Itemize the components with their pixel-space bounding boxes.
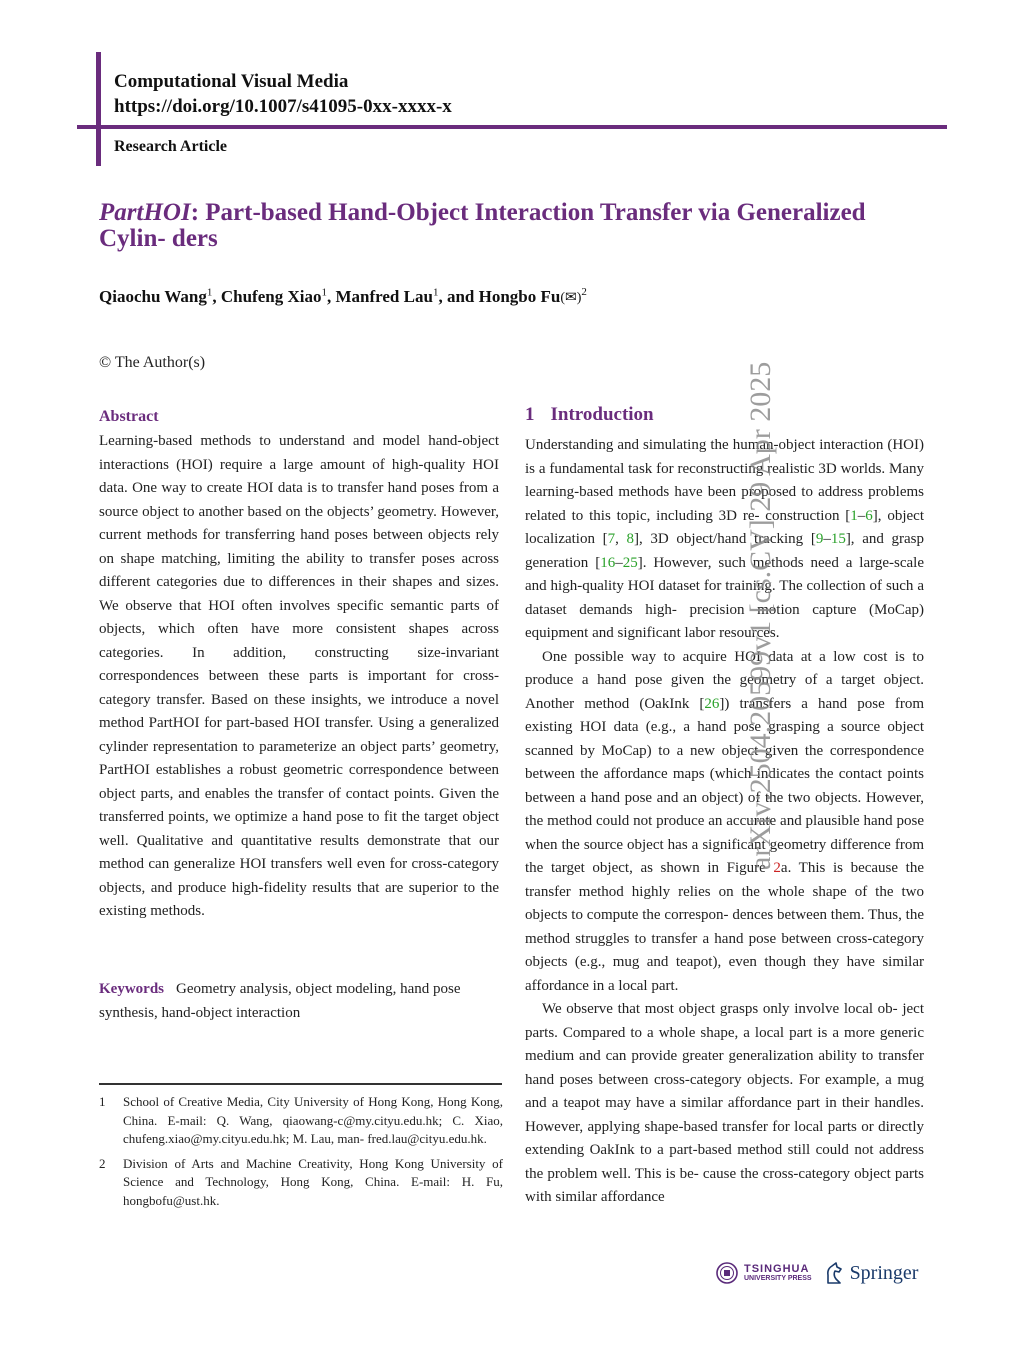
footnote-item (99, 1093, 503, 1149)
intro-paragraph-2 (525, 646, 924, 999)
text-run: – (823, 531, 831, 547)
author-affiliation-mark: 2 (581, 286, 587, 298)
article-type-label: Research Article (114, 138, 227, 155)
text-run: One possible way to acquire HOI data at a low cost is to produce a hand pose given the geometry of a target object. Another method (OakInk [ (525, 648, 924, 712)
springer-logo-text: Springer (849, 1261, 919, 1284)
author-name: Manfred Lau (335, 286, 433, 306)
text-run: ], and grasp generation [ (525, 531, 924, 571)
intro-paragraph-3 (525, 998, 924, 1210)
author-name: Hongbo Fu (478, 286, 561, 306)
copyright-notice: © The Author(s) (99, 354, 206, 371)
intro-paragraph-1 (525, 434, 924, 646)
author-affiliation-mark: 1 (206, 286, 213, 298)
footnote-divider (99, 1083, 502, 1085)
text-run: – (615, 554, 623, 571)
publisher-logos (716, 1257, 926, 1289)
author-separator: , and (438, 286, 479, 306)
tsinghua-logo-text (744, 1264, 812, 1282)
doi-link[interactable]: https://doi.org/10.1007/s41095-0xx-xxxx-x (114, 96, 452, 117)
author-name: Chufeng Xiao (220, 286, 322, 306)
citation-link[interactable]: 9 (815, 531, 824, 547)
text-run: – (857, 507, 866, 524)
keywords-label: Keywords (99, 981, 164, 997)
author-name: Qiaochu Wang (99, 286, 207, 306)
text-run: a. This is because the transfer method highly relies on the whole shape of the two objects to compute the correspon- dences between them. Thus, the method struggles to transfer a hand pose between cross-category objects (e.g., mug and teapot), even though they have similar affordance in a local part. (525, 860, 924, 994)
text-run: ]) transfers a hand pose from existing HOI data (e.g., a hand pose grasping a source object scanned by MoCap) to a new object given the correspondence between the affordance maps (which indicates the contact points between a hand pose and an object) of the two objects. However, the method could not produce an accurate and plausible hand pose when the source object has a significant geometry difference from the target object, as shown in Figure (525, 695, 925, 876)
author-affiliation-mark: 1 (321, 286, 327, 298)
journal-name: Computational Visual Media (114, 71, 349, 92)
introduction-body (525, 434, 924, 1210)
figure-reference-link[interactable]: 2 (773, 860, 781, 876)
citation-link[interactable]: 6 (865, 507, 873, 524)
abstract-heading: Abstract (99, 408, 159, 425)
corresponding-author-mail-icon: (✉) (560, 290, 582, 306)
author-list (99, 286, 587, 307)
author-affiliation-mark: 1 (432, 286, 439, 298)
citation-link[interactable]: 16 (600, 554, 616, 571)
header-accent-vertical-bar (96, 52, 101, 166)
authors (99, 287, 560, 306)
footnote-text: School of Creative Media, City University of Hong Kong, Hong Kong, China. E-mail: Q. Wang, qiaowang-c@my.cityu.edu.hk; C. Xiao, chufeng.xiao@my.cityu.edu.hk; M. Lau, man- fred.lau@cityu.edu.hk. (123, 1094, 503, 1146)
arxiv-watermark: arXiv:2504.20599v1 [cs.CV] 29 Apr 2025 (744, 361, 777, 870)
footnote-item (99, 1155, 503, 1211)
tsinghua-seal-icon (716, 1262, 738, 1284)
introduction-heading (525, 404, 654, 426)
paper-title-rest: : Part-based Hand-Object Interaction Transfer via Generalized Cylin- ders (99, 199, 866, 252)
citation-link[interactable]: 15 (830, 531, 846, 547)
citation-link[interactable]: 26 (704, 695, 720, 712)
footnote-text: Division of Arts and Machine Creativity, Hong Kong University of Science and Technology, Hong Kong, China. E-mail: H. Fu, hongbofu@ust.hk. (123, 1155, 503, 1208)
citation-link[interactable]: 8 (626, 531, 635, 547)
tsinghua-name: TSINGHUA (744, 1263, 810, 1275)
citation-link[interactable]: 1 (850, 507, 858, 524)
springer-horse-icon (824, 1261, 844, 1285)
citation-link[interactable]: 25 (622, 554, 638, 571)
paper-title-method: PartHOI (99, 199, 191, 226)
author-separator: , (212, 286, 221, 306)
text-run: , (615, 531, 627, 547)
header-accent-horizontal-bar (77, 125, 947, 129)
citation-link[interactable]: 7 (607, 531, 616, 547)
author-separator: , (326, 286, 336, 306)
section-title: Introduction (550, 404, 654, 425)
text-run: ]. However, such methods need a large-scale and high-quality HOI dataset for training. The collection of such a dataset demands high- precision motion capture (MoCap) equipment and significant labor resources. (525, 554, 924, 641)
tsinghua-press: UNIVERSITY PRESS (744, 1275, 812, 1282)
footnote-number: 1 (99, 1094, 106, 1109)
keywords (99, 977, 499, 1025)
keywords-text: Geometry analysis, object modeling, hand pose synthesis, hand-object interaction (99, 981, 461, 1021)
text-run: Understanding and simulating the human-object interaction (HOI) is a fundamental task for reconstructing realistic 3D worlds. Many learning-based methods have been proposed to address problems related to this topic, including 3D re- construction [ (525, 437, 924, 524)
text-run: ], 3D object/hand tracking [ (634, 531, 816, 547)
section-number: 1 (525, 404, 535, 425)
text-run: We observe that most object grasps only involve local ob- ject parts. Compared to a whole shape, a local part is a more generic medium and can provide greater generalization ability to transfer hand poses between cross-category objects. For example, a mug and a teapot may have a similar affordance part in their handles. However, applying shape-based transfer for local parts or directly extending OakInk to a part-based method still could not address the problem well. This is be- cause the cross-category object parts with similar affordance (525, 1001, 924, 1205)
footnotes (99, 1093, 503, 1216)
footnote-number: 2 (99, 1155, 106, 1171)
paper-title (99, 200, 929, 252)
abstract-text: Learning-based methods to understand and model hand-object interactions (HOI) require a large amount of high-quality HOI data. One way to create HOI data is to transfer hand poses from a source object to another based on the objects’ geometry. However, current methods for transferring hand poses between objects rely on shape matching, limiting the ability to transfer poses across different categories due to differences in their shapes and sizes. We observe that HOI often involves specific semantic parts of objects, which often have more consistent shapes across categories. In addition, constructing size-invariant correspondences between these parts is important for cross-category transfer. Based on these insights, we introduce a novel method PartHOI for part-based HOI transfer. Using a generalized cylinder representation to parameterize an object parts’ geometry, PartHOI establishes a robust geometric correspondence between object parts, and enables the transfer of contact points. Given the transferred points, we optimize a hand pose to fit the target object well. Qualitative and quantitative results demonstrate that our method can generalize HOI transfers well even for cross-category objects, and produce high-fidelity results that are superior to the existing methods. (99, 433, 499, 919)
text-run: ], object localization [ (525, 507, 925, 547)
